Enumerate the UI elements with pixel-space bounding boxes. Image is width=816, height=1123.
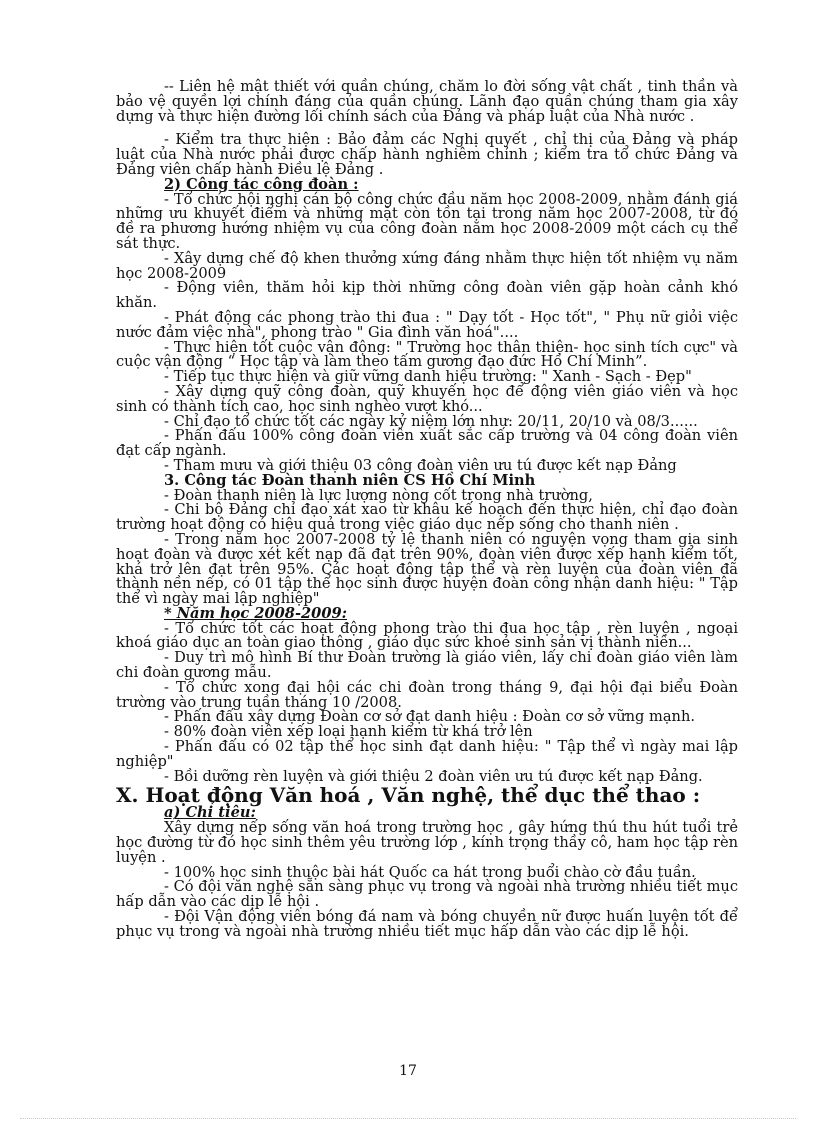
list-item: - Thực hiện tốt cuộc vận động: " Trường học thân thiện- học sinh tích cực" và cuộc vận động “ Học tập và làm theo tấm gương đạo đức Hồ Chí Minh”. [116,338,738,371]
list-item: - 80% đoàn viên xếp loại hạnh kiểm từ khá trở lên [164,723,533,741]
list-item: - Trong năm học 2007-2008 tỷ lệ thanh niên có nguyện vọng tham gia sinh hoạt đoàn và được xét kết nạp đã đạt trên 90%, đoàn viên được xếp hạnh kiểm tốt, khá trở lên đạt trên 95%. Các hoạt động tập thể và rèn luyện của đoàn viên đã thành nền nếp, có 01 tập thể học sinh được huyện đoàn công nhận danh hiệu: " Tập thể vì ngày mai lập nghiệp" [116,530,738,608]
list-item: - 100% học sinh thuộc bài hát Quốc ca hát trong buổi chào cờ đầu tuần. [164,863,696,881]
list-item: - Đoàn thanh niên là lực lượng nòng cốt trong nhà trường, [164,486,593,504]
list-item: Xây dựng nếp sống văn hoá trong trường học , gây hứng thú thu hút tuổi trẻ học đường từ đó học sinh thêm yêu trường lớp , kính trọng thầy cô, ham học tập rèn luyện . [116,819,738,866]
list-item: - Động viên, thăm hỏi kịp thời những công đoàn viên gặp hoàn cảnh khó khăn. [116,279,738,312]
list-item: - Tổ chức xong đại hội các chi đoàn trong tháng 9, đại hội đại biểu Đoàn trường vào trung tuần tháng 10 /2008. [116,678,738,711]
sub-heading: a) Chỉ tiêu: [164,804,256,822]
list-item: - Phấn đấu có 02 tập thể học sinh đạt danh hiệu: " Tập thể vì ngày mai lập nghiệp" [116,738,738,770]
list-item: - Đội Vận động viên bóng đá nam và bóng chuyền nữ được huấn luyện tốt để phục vụ trong và ngoài nhà trường nhiều tiết mục hấp dẫn vào các dịp lễ hội. [116,908,738,940]
section-heading: 2) Công tác công đoàn : [164,175,359,193]
list-item: - Phấn đấu 100% công đoàn viên xuất sắc cấp trường và 04 công đoàn viên đạt cấp ngành. [116,427,738,460]
list-item: - Phấn đấu xây dựng Đoàn cơ sở đạt danh hiệu : Đoàn cơ sở vững mạnh. [164,708,695,726]
paragraph: -- Liên hệ mật thiết với quần chúng, chăm lo đời sống vật chất , tinh thần và bảo vệ quyền lợi chính đáng của quần chúng. Lãnh đạo quần chúng tham gia xây dựng và thực hiện đường lối chính sách của Đảng và pháp luật của Nhà nước . [116,78,738,125]
list-item: - Tổ chức hội nghị cán bộ công chức đầu năm học 2008-2009, nhằm đánh giá những ưu khuyết điểm và những mặt còn tồn tại trong năm học 2007-2008, từ đó đề ra phương hướng nhiệm vụ của công đoàn năm học 2008-2009 một cách cụ thể sát thực. [116,190,738,252]
section-heading: X. Hoạt động Văn hoá , Văn nghệ, thể dục thể thao : [116,783,701,808]
list-item: - Phát động các phong trào thi đua : " Dạy tốt - Học tốt", " Phụ nữ giỏi việc nước đảm việc nhà", phong trào " Gia đình văn hoá".... [116,308,738,341]
list-item: - Tiếp tục thực hiện và giữ vững danh hiệu trường: " Xanh - Sạch - Đẹp" [164,368,692,386]
section-heading: 3. Công tác Đoàn thanh niên CS Hồ Chí Minh [164,471,536,489]
list-item: - Tổ chức tốt các hoạt động phong trào thi đua học tập , rèn luyện , ngoại khoá giáo dục an toàn giao thông , giáo dục sức khoẻ sinh sản vị thành niên... [116,619,738,652]
sub-heading: * Năm học 2008-2009: [164,604,348,622]
page-number: 17 [399,1063,417,1079]
page-bottom-divider [20,1118,796,1119]
list-item: - Chỉ đạo tổ chức tốt các ngày kỷ niệm lớn như: 20/11, 20/10 và 08/3...... [164,412,698,430]
paragraph: - Kiểm tra thực hiện : Bảo đảm các Nghị quyết , chỉ thị của Đảng và pháp luật của Nhà nước phải được chấp hành nghiêm chỉnh ; kiểm tra tổ chức Đảng và Đảng viên chấp hành Điều lệ Đảng . [116,131,738,178]
list-item: - Duy trì mô hình Bí thư Đoàn trường là giáo viên, lấy chi đoàn giáo viên làm chi đoàn gương mẫu. [116,649,738,682]
page-content [116,80,738,940]
list-item: - Bồi dưỡng rèn luyện và giới thiệu 2 đoàn viên ưu tú được kết nạp Đảng. [164,767,703,785]
list-item: - Có đội văn nghệ sẵn sàng phục vụ trong và ngoài nhà trường nhiều tiết mục hấp dẫn vào các dịp lễ hội . [116,878,738,911]
list-item: - Xây dựng chế độ khen thưởng xứng đáng nhằm thực hiện tốt nhiệm vụ năm học 2008-2009 [116,249,738,282]
list-item: - Xây dựng quỹ công đoàn, quỹ khuyến học để động viên giáo viên và học sinh có thành tích cao, học sinh nghèo vượt khó... [116,382,738,415]
list-item: - Tham mưu và giới thiệu 03 công đoàn viên ưu tú được kết nạp Đảng [164,456,677,474]
list-item: - Chi bộ Đảng chỉ đạo xát xao từ khâu kế hoạch đến thực hiện, chỉ đạo đoàn trường hoạt động có hiệu quả trong việc giáo dục nếp sống cho thanh niên . [116,501,738,534]
